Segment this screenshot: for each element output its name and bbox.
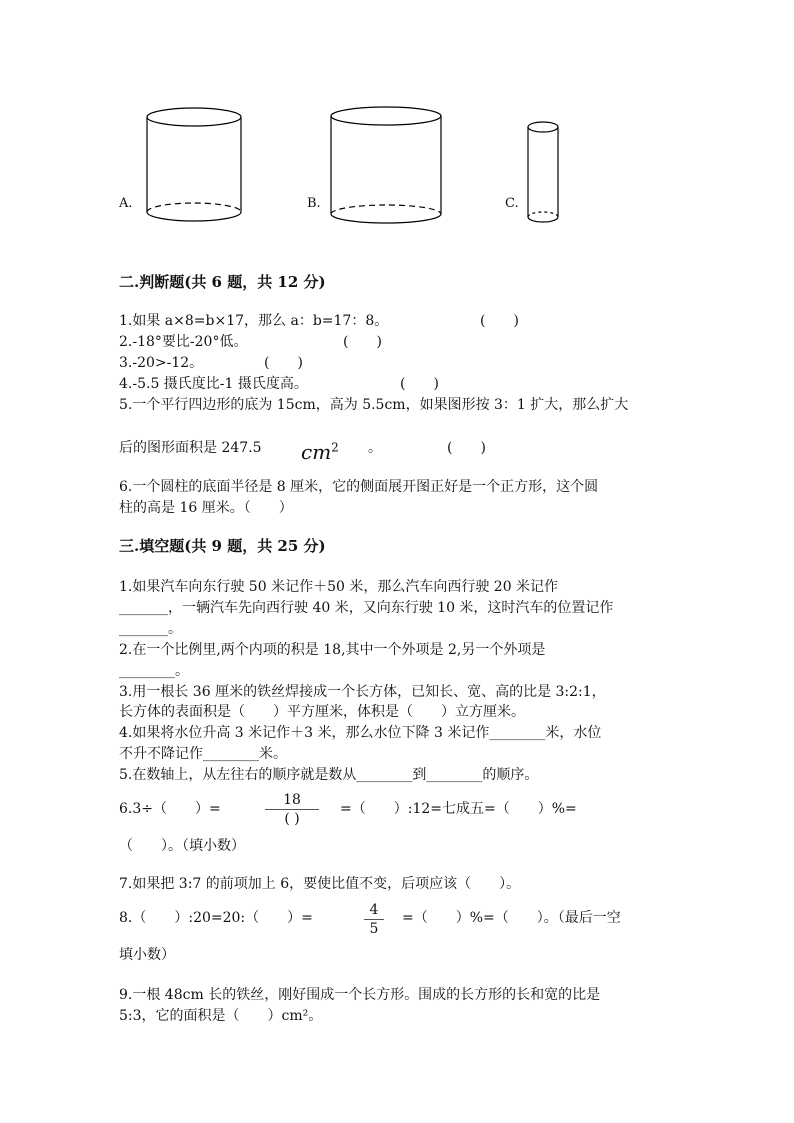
fill-q4-line2: 不升不降记作________米。: [119, 746, 287, 762]
judge-q5-period: 。: [368, 440, 382, 456]
fill-q2-line1: 2.在一个比例里,两个内项的积是 18,其中一个外项是 2,另一个外项是: [119, 642, 546, 658]
fill-q7: 7.如果把 3:7 的前项加上 6，要使比值不变，后项应该（ ）。: [119, 876, 521, 892]
fill-q2-line2: ________。: [119, 663, 189, 679]
judge-q4-answer: ( ): [400, 376, 439, 392]
judge-q1: 1.如果 a×8=b×17，那么 a：b=17：8。: [119, 313, 389, 329]
fill-q1-line3: _______。: [119, 621, 182, 637]
fill-q6-fraction-numerator: 18: [283, 792, 301, 808]
judge-q2-answer: ( ): [343, 334, 382, 350]
fill-q1-line2: _______，一辆汽车先向西行驶 40 米，又向东行驶 10 米，这时汽车的位置记作: [119, 600, 614, 616]
fill-q3-line2: 长方体的表面积是（ ）平方厘米，体积是（ ）立方厘米。: [119, 704, 525, 720]
judge-q6-line1: 6.一个圆柱的底面半径是 8 厘米，它的侧面展开图正好是一个正方形，这个圆: [119, 479, 599, 495]
fill-q8-fraction-numerator: 4: [369, 902, 379, 918]
judge-q5-line1: 5.一个平行四边形的底为 15cm，高为 5.5cm，如果图形按 3：1 扩大，那么扩大: [119, 397, 629, 413]
fill-q8-fraction-denominator: 5: [369, 921, 379, 937]
fraction-bar: [364, 919, 384, 920]
judge-q3: 3.-20>-12。: [119, 355, 204, 371]
fill-q5: 5.在数轴上，从左往右的顺序就是数从________到________的顺序。: [119, 767, 539, 783]
fill-q8-line2: 填小数）: [119, 947, 175, 963]
fill-q8-part2: =（ ）%=（ ）。（最后一空: [402, 910, 621, 926]
judge-q2: 2.-18°要比-20°低。: [119, 334, 248, 350]
fill-q8-part1: 8.（ ）:20=20:（ ）=: [119, 910, 313, 926]
option-a-label: A.: [119, 196, 133, 211]
section3-heading: 三.填空题(共 9 题，共 25 分): [119, 537, 326, 555]
option-b-label: B.: [307, 196, 321, 211]
judge-q5-line2: 后的图形面积是 247.5: [119, 440, 262, 456]
fill-q8-fraction: [364, 902, 384, 937]
judge-q5-answer: ( ): [447, 440, 486, 456]
fill-q6-fraction: [265, 792, 319, 827]
fill-q6-line2: （ ）。（填小数）: [119, 838, 245, 854]
fill-q4-line1: 4.如果将水位升高 3 米记作＋3 米，那么水位下降 3 米记作________米，水位: [119, 725, 602, 741]
fill-q6-part1: 6.3÷（ ）=: [119, 801, 221, 817]
fill-q9-line1: 9.一根 48cm 长的铁丝，刚好围成一个长方形。围成的长方形的长和宽的比是: [119, 987, 601, 1003]
section2-heading: 二.判断题(共 6 题，共 12 分): [119, 273, 326, 291]
fill-q9-line2: 5:3，它的面积是（ ）cm²。: [119, 1008, 323, 1024]
fill-q6-fraction-denominator: ( ): [284, 811, 300, 827]
option-c-label: C.: [505, 196, 519, 211]
fill-q6-part2: =（ ）:12=七成五=（ ）%=: [340, 801, 577, 817]
judge-q5-unit: $cm^2$: [301, 440, 339, 464]
fraction-bar: [265, 809, 319, 810]
judge-q4: 4.-5.5 摄氏度比-1 摄氏度高。: [119, 376, 308, 392]
fill-q3-line1: 3.用一根长 36 厘米的铁丝焊接成一个长方体，已知长、宽、高的比是 3:2:1，: [119, 684, 606, 700]
judge-q6-line2: 柱的高是 16 厘米。（ ）: [119, 500, 293, 516]
judge-q1-answer: ( ): [480, 313, 519, 329]
fill-q1-line1: 1.如果汽车向东行驶 50 米记作＋50 米，那么汽车向西行驶 20 米记作: [119, 579, 559, 595]
judge-q3-answer: ( ): [264, 355, 303, 371]
